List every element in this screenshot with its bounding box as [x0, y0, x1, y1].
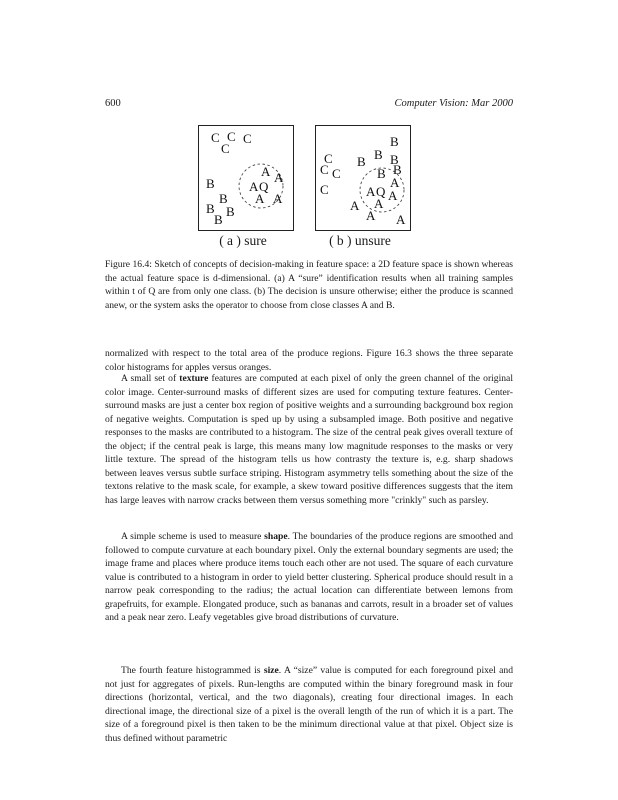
paragraph-size	[105, 664, 513, 745]
paragraph-1: normalized with respect to the total area of the produce regions. Figure 16.3 shows the three separate color histograms for apples versus oranges.	[105, 348, 513, 373]
paragraph-text: A small set of	[121, 373, 180, 384]
paragraph-text: . A “size” value is computed for each foreground pixel and not just for aggregates of pixels. Run-lengths are computed within the binary foreground mask in four directions (horizontal, vertical, and the two diagonals), creating four directional images. In each directional image, the directional size of a pixel is the overall length of the run of which it is a part. The size of a foreground pixel is then taken to be the minimum directional value at that pixel. Object size is thus defined without parametric	[105, 665, 513, 744]
class-label: C	[332, 166, 341, 181]
running-title: Computer Vision: Mar 2000	[394, 98, 513, 109]
class-label: A	[249, 179, 259, 194]
class-label: A	[274, 170, 284, 185]
class-label: A	[396, 212, 406, 227]
page-header	[105, 98, 513, 112]
class-label: B	[206, 201, 215, 216]
figure-16-4	[198, 125, 428, 255]
class-label: C	[320, 162, 329, 177]
panel-b-plot	[316, 126, 410, 230]
class-label: B	[374, 147, 383, 162]
query-point-q: Q	[376, 184, 386, 199]
class-label: B	[377, 166, 386, 181]
class-label: A	[261, 164, 271, 179]
class-label: B	[219, 191, 228, 206]
class-label: C	[211, 130, 220, 145]
paragraph-texture	[105, 372, 513, 507]
figure-caption: Figure 16.4: Sketch of concepts of decision-making in feature space: a 2D feature space is shown whereas the actual feature space is d-dimensional. (a) A “sure” identification results when all training samples within t of Q are from only one class. (b) The decision is unsure otherwise; either the produce is scanned anew, or the system asks the operator to choose from close classes A and B.	[105, 259, 513, 311]
term-texture: texture	[179, 373, 209, 384]
class-label: A	[390, 175, 400, 190]
class-label: A	[374, 196, 384, 211]
panel-a-plot	[199, 126, 293, 230]
class-label: B	[357, 154, 366, 169]
panel-a-sure	[198, 125, 294, 231]
class-label: C	[221, 141, 230, 156]
class-label: C	[320, 182, 329, 197]
class-label: B	[214, 212, 223, 227]
paragraph-text: A simple scheme is used to measure	[121, 531, 265, 542]
paragraph-text: . The boundaries of the produce regions are smoothed and followed to compute curvature at each boundary pixel. Only the external boundary segments are used; the image frame and places where produce items touch each other are not used. The square of each curvature value is contributed to a histogram in order to yield better clustering. Spherical produce should result in a narrow peak corresponding to the radius; the actual location can differentiate between lemons from grapefruits, for example. Elongated produce, such as bananas and carrots, result in a broader set of values and a peak near zero. Leafy vegetables give broad distributions of curvature.	[105, 531, 513, 623]
paragraph-shape	[105, 530, 513, 625]
query-point-q: Q	[259, 179, 269, 194]
page-number: 600	[105, 98, 121, 109]
class-label: C	[243, 131, 252, 146]
class-label: A	[366, 184, 376, 199]
class-label: A	[255, 191, 265, 206]
class-label: B	[226, 204, 235, 219]
class-label: B	[390, 134, 399, 149]
paragraph-text: The fourth feature histogrammed is	[121, 665, 264, 676]
class-label: A	[388, 188, 398, 203]
class-label: B	[393, 162, 402, 177]
class-label: C	[324, 151, 333, 166]
term-size: size	[263, 665, 279, 676]
paragraph-text: features are computed at each pixel of only the green channel of the original color image. Center-surround masks of different sizes are used for computing texture features. Center-surround masks are just a center box region of positive weights and a surrounding background box region of negative weights. Computation is sped up by using a subsampled image. Both positive and negative responses to the masks are contributed to a histogram. The size of the central peak gives overall texture of the object; if the central peak is large, this means many low magnitude responses to the masks or very little texture. The spread of the histogram tells us how contrasty the texture is, e.g. sharp shadows between leaves versus subtle surface striping. Histogram asymmetry tells something about the size of the textons relative to the mask scale, for example, a skew toward positive differences suggests that the item has large leaves with narrow cracks between them versus something more "crinkly" such as parsley.	[105, 373, 513, 506]
class-label: A	[366, 208, 376, 223]
panel-b-caption: ( b ) unsure	[329, 233, 391, 248]
class-label: C	[227, 129, 236, 144]
class-label: A	[273, 191, 283, 206]
class-label: B	[390, 152, 399, 167]
term-shape: shape	[264, 531, 288, 542]
class-label: A	[350, 198, 360, 213]
class-label: B	[206, 176, 215, 191]
panel-b-unsure	[315, 125, 411, 231]
panel-a-caption: ( a ) sure	[219, 233, 267, 248]
